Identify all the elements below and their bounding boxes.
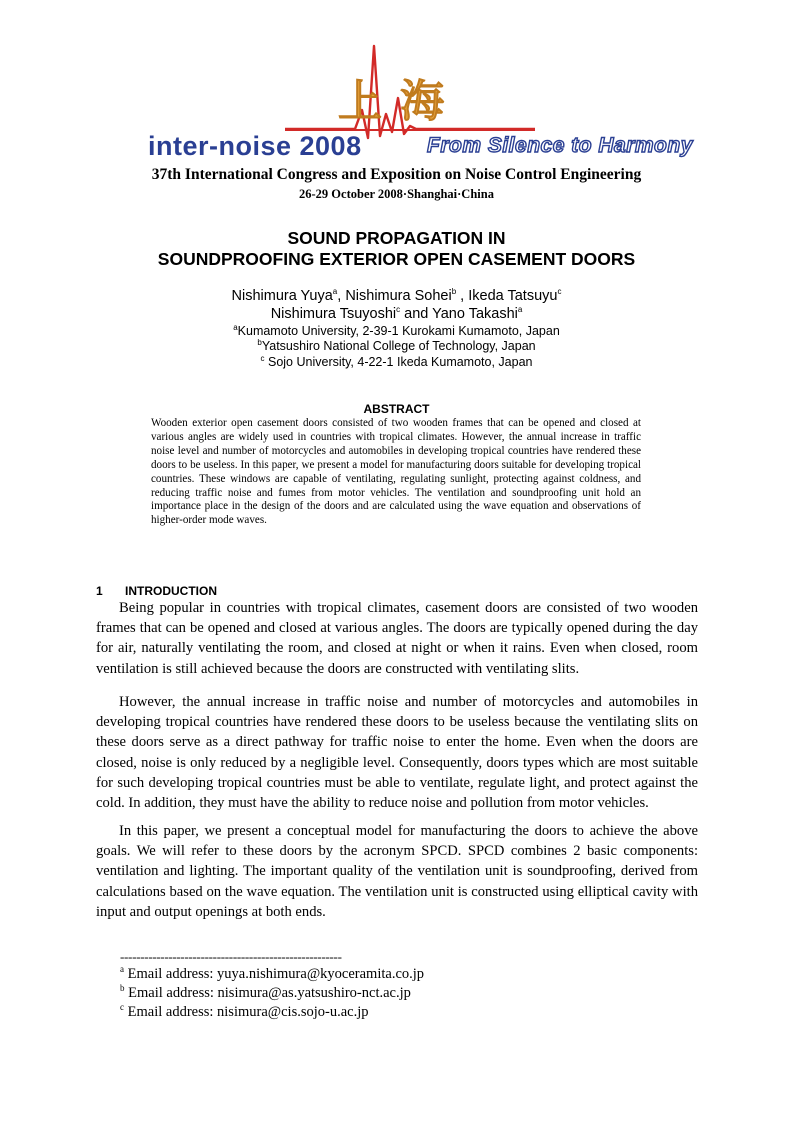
footnote-c	[120, 1004, 369, 1021]
author-name: Nishimura Tsuyoshi	[270, 306, 397, 322]
affiliation-text: Sojo University, 4-22-1 Ikeda Kumamoto, Japan	[264, 355, 533, 369]
section-title: INTRODUCTION	[125, 584, 217, 598]
author-list-line-2	[0, 306, 793, 322]
footnote-mark: c	[120, 1002, 124, 1013]
section-heading-introduction	[96, 584, 217, 598]
abstract-body: Wooden exterior open casement doors consisted of two wooden frames that can be opened and closed at various angles are widely used in countries with tropical climates. However, the annual increase in traffic noise level and number of motorcycles and automobiles in developing tropical countries have rendered these doors to be useless. In this paper, we present a model for manufacturing doors suitable for developing tropical countries. These windows are capable of ventilating, regulating sunlight, protecting against coldness, and reducing traffic noise and fumes from motor vehicles. The ventilation and soundproofing unit hold an importance place in the design of the doors and are calculated using the wave equation and observations of higher-order mode waves.	[151, 417, 641, 527]
logo-graphic-svg	[280, 40, 540, 140]
affiliation-c	[0, 355, 793, 369]
logo-cjk-text: 上海	[338, 76, 462, 127]
author-name: Ikeda Tatsuyu	[468, 288, 558, 304]
footnote-separator: -------------------------------------------------------	[120, 949, 342, 964]
intro-paragraph-3: In this paper, we present a conceptual model for manufacturing the doors to achieve the above goals. We will refer to these doors by the acronym SPCD. SPCD combines 2 basic components: ventilation and lighting. The important quality of the ventilation unit is soundproofing, derived from calculations based on the wave equation. The ventilation unit is constructed using elliptical cavity with input and output openings at both ends.	[96, 823, 698, 920]
footnote-mark: a	[120, 964, 124, 975]
footnote-a	[120, 966, 424, 983]
slogan-text: From Silence to Harmony	[427, 134, 693, 157]
abstract-heading: ABSTRACT	[363, 402, 430, 416]
section-number: 1	[96, 584, 103, 598]
footnote-text: Email address: yuya.nishimura@kyoceramita.co.jp	[124, 966, 425, 982]
conference-logo	[280, 40, 540, 140]
affiliation-mark: b	[257, 337, 262, 347]
intro-paragraph-1: Being popular in countries with tropical climates, casement doors are consisted of two wooden frames that can be opened and closed at various angles. The doors are typically opened during the day for air, naturally ventilating the room, and closed at night or when it rains. Even when closed, room ventilation is still achieved because the doors are constructed with ventilating slits.	[96, 600, 698, 677]
intro-paragraph-2: However, the annual increase in traffic noise and number of motorcycles and automobiles in developing tropical countries have rendered these doors to be useless because the ventilating slits on these doors serve as a direct pathway for traffic noise to enter the home. Even when the doors are closed, noise is only reduced by a negligible level. Consequently, doors types which are most suitable for such developing tropical countries must be able to ventilate, regulate light, and protect against the cold. In addition, they must have the ability to reduce noise and pollution from motor vehicles.	[96, 694, 698, 812]
author-separator: and	[400, 306, 433, 322]
affiliation-mark: a	[517, 305, 523, 315]
conference-dates: 26-29 October 2008·Shanghai·China	[299, 187, 494, 201]
author-name: Yano Takashi	[432, 306, 518, 322]
affiliation-mark: a	[233, 322, 238, 332]
affiliation-mark: b	[451, 287, 457, 297]
footnote-mark: b	[120, 983, 125, 994]
author-name: Nishimura Sohei	[345, 288, 452, 304]
author-separator: ,	[337, 288, 346, 304]
footnote-b	[120, 985, 411, 1002]
author-list-line-1	[0, 288, 793, 304]
affiliation-text: Kumamoto University, 2-39-1 Kurokami Kumamoto, Japan	[237, 324, 560, 338]
author-separator: ,	[456, 288, 469, 304]
affiliation-mark: c	[396, 305, 401, 315]
brand-name: inter-noise 2008	[148, 131, 362, 161]
congress-name: 37th International Congress and Exposition on Noise Control Engineering	[151, 166, 642, 183]
affiliation-text: Yatsushiro National College of Technology, Japan	[261, 339, 536, 353]
footnote-text: Email address: nisimura@as.yatsushiro-nct.ac.jp	[124, 985, 411, 1001]
affiliation-b	[0, 339, 793, 353]
author-name: Nishimura Yuya	[231, 288, 333, 304]
affiliation-a	[0, 324, 793, 338]
affiliation-mark: a	[332, 287, 338, 297]
paper-title-line-1: SOUND PROPAGATION IN	[287, 228, 506, 248]
paper-title-line-2: SOUNDPROOFING EXTERIOR OPEN CASEMENT DOORS	[157, 249, 636, 269]
footnote-text: Email address: nisimura@cis.sojo-u.ac.jp	[124, 1004, 369, 1020]
slogan	[427, 134, 693, 162]
affiliation-mark: c	[260, 353, 265, 363]
affiliation-mark: c	[557, 287, 562, 297]
